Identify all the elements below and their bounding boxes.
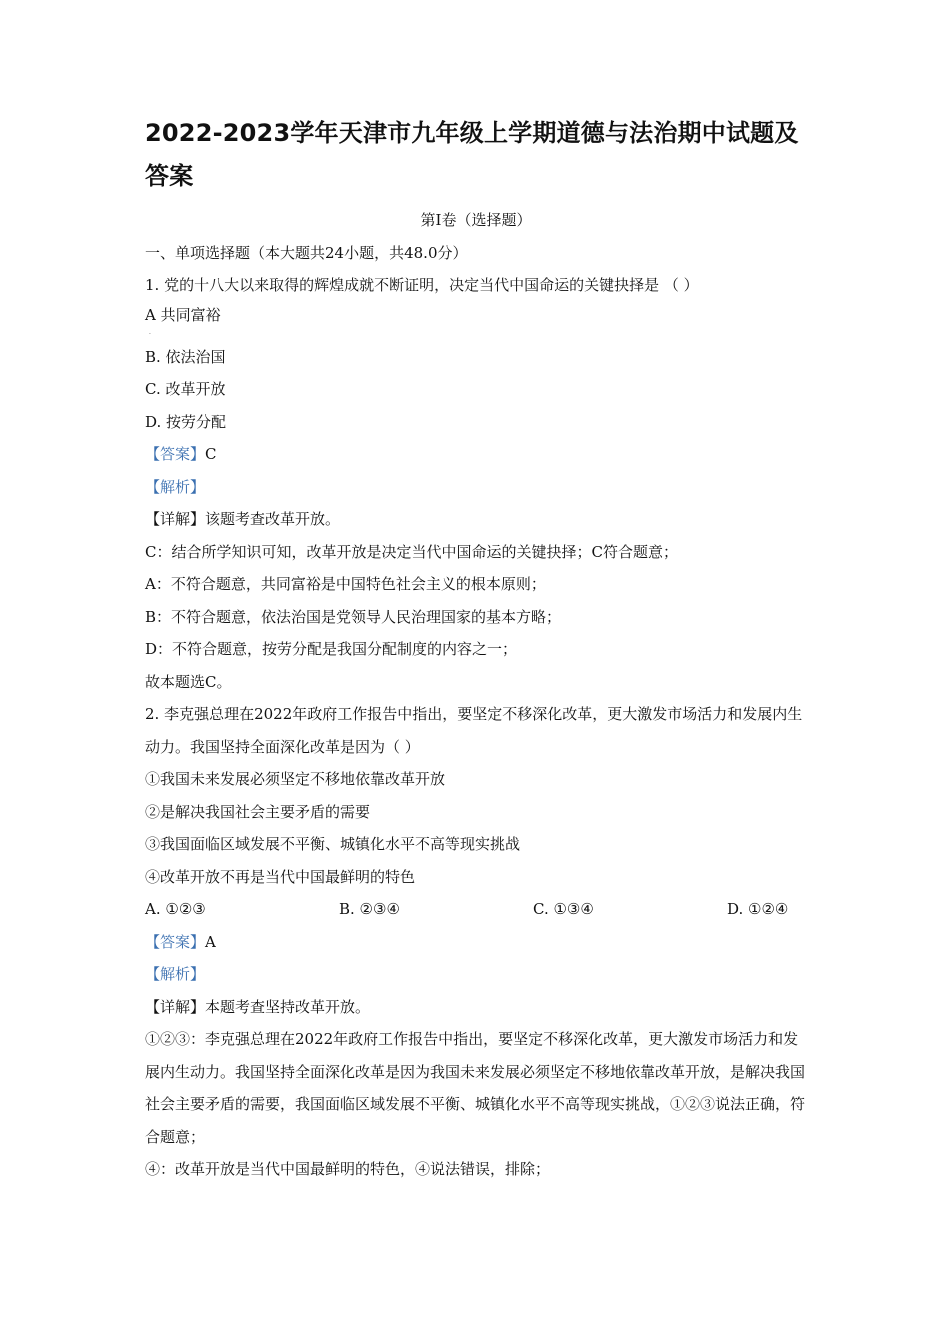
q2-detail [145,991,807,1024]
q2-option-c: C. ①③④ [533,900,594,918]
title-line-2: 答案 [145,162,194,190]
detail-tag: 【详解】 [145,510,206,528]
part-heading: 一、单项选择题（本大题共24小题，共48.0分） [145,243,468,262]
detail-text: 本题考查坚持改革开放。 [205,997,371,1016]
q1-line: D：不符合题意，按劳分配是我国分配制度的内容之一； [145,640,518,658]
q2-option-b: B. ②③④ [339,900,400,918]
q1-line: B：不符合题意，依法治国是党领导人民治理国家的基本方略； [145,607,562,626]
document-title [145,112,807,198]
q2-item: ④改革开放不再是当代中国最鲜明的特色 [145,867,416,886]
analysis-tag: 【解析】 [145,477,206,496]
q2-item: ③我国面临区域发展不平衡、城镇化水平不高等现实挑战 [145,835,521,853]
q1-option-a: A 共同富裕 [145,305,221,324]
analysis-tag: 【解析】 [145,965,206,983]
q1-line: A：不符合题意，共同富裕是中国特色社会主义的根本原则； [145,575,546,593]
q1-detail [145,503,807,536]
detail-text: 该题考查改革开放。 [205,510,341,528]
q2-option-a: A. ①②③ [145,900,206,918]
answer-tag: 【答案】 [145,932,206,951]
q2-last-line: ④：改革开放是当代中国最鲜明的特色，④说法错误，排除； [145,1160,551,1178]
q1-answer [145,438,807,471]
q2-item: ②是解决我国社会主要矛盾的需要 [145,802,371,821]
q2-stem: 2. 李克强总理在2022年政府工作报告中指出，要坚定不移深化改革，更大激发市场活力和发展内生动力。我国坚持全面深化改革是因为（ ） [145,705,803,756]
answer-value: A [205,932,216,951]
q1-option-d: D. 按劳分配 [145,412,227,431]
q1-option-a-mark: · [149,330,151,338]
q2-item: ①我国未来发展必须坚定不移地依靠改革开放 [145,770,446,788]
answer-tag: 【答案】 [145,445,206,463]
q1-analysis [145,471,807,504]
q2-options [145,893,807,926]
title-line-1: 2022-2023学年天津市九年级上学期道德与法治期中试题及 [145,119,799,147]
q2-explanation: ①②③：李克强总理在2022年政府工作报告中指出，要坚定不移深化改革，更大激发市场活力和发展内生动力。我国坚持全面深化改革是因为我国未来发展必须坚定不移地依靠改革开放，是解决我国社会主要矛盾的需要，我国面临区域发展不平衡、城镇化水平不高等现实挑战，①②③说法正确，符合题意； [145,1030,806,1146]
document-page [145,112,807,1186]
section-title: 第I卷（选择题） [420,211,532,229]
q1-option-b: B. 依法治国 [145,347,226,366]
q1-line: 故本题选C。 [145,672,232,691]
q1-stem: 1. 党的十八大以来取得的辉煌成就不断证明，决定当代中国命运的关键抉择是 （ ） [145,276,699,294]
q2-analysis [145,958,807,991]
detail-tag: 【详解】 [145,997,206,1016]
q1-line: C：结合所学知识可知，改革开放是决定当代中国命运的关键抉择；C符合题意； [145,542,678,561]
answer-value: C [205,445,217,463]
q2-option-d: D. ①②④ [727,900,789,918]
q2-answer [145,926,807,959]
q1-option-c: C. 改革开放 [145,380,226,398]
